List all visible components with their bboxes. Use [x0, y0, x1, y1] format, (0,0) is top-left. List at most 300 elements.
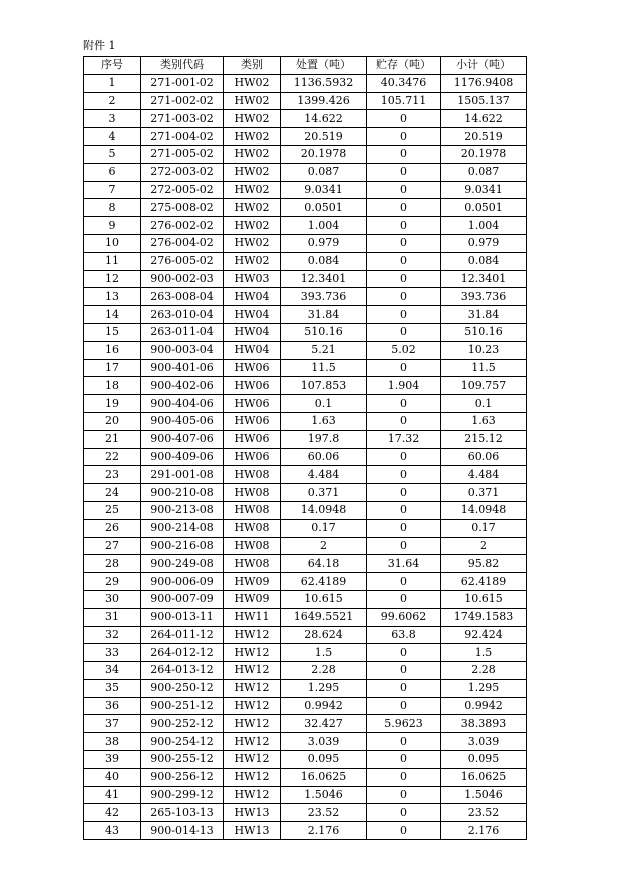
- table-row: [84, 92, 527, 110]
- category-cell: HW06: [224, 359, 281, 377]
- storage-cell: 0: [367, 519, 441, 537]
- category-cell: HW08: [224, 519, 281, 537]
- disposal-cell: 197.8: [281, 430, 367, 448]
- category-code-cell: 900-210-08: [141, 484, 224, 502]
- category-code-cell: 900-213-08: [141, 501, 224, 519]
- category-cell: HW08: [224, 466, 281, 484]
- subtotal-cell: 0.0501: [441, 199, 527, 217]
- serial-number-cell: 3: [84, 110, 141, 128]
- subtotal-cell: 60.06: [441, 448, 527, 466]
- header-category-code: 类别代码: [141, 57, 224, 75]
- attachment-caption: 附件 1: [83, 39, 116, 52]
- storage-cell: 0: [367, 199, 441, 217]
- table-row: [84, 128, 527, 146]
- category-code-cell: 900-252-12: [141, 715, 224, 733]
- subtotal-cell: 62.4189: [441, 573, 527, 591]
- storage-cell: 63.8: [367, 626, 441, 644]
- table-row: [84, 412, 527, 430]
- disposal-cell: 1649.5521: [281, 608, 367, 626]
- storage-cell: 0: [367, 288, 441, 306]
- category-cell: HW12: [224, 644, 281, 662]
- category-cell: HW02: [224, 199, 281, 217]
- category-cell: HW06: [224, 412, 281, 430]
- category-code-cell: 900-407-06: [141, 430, 224, 448]
- subtotal-cell: 1.295: [441, 679, 527, 697]
- category-code-cell: 900-003-04: [141, 341, 224, 359]
- serial-number-cell: 1: [84, 74, 141, 92]
- table-row: [84, 804, 527, 822]
- storage-cell: 0: [367, 395, 441, 413]
- disposal-cell: 2.176: [281, 822, 367, 840]
- category-cell: HW12: [224, 733, 281, 751]
- category-cell: HW06: [224, 395, 281, 413]
- serial-number-cell: 20: [84, 412, 141, 430]
- subtotal-cell: 14.622: [441, 110, 527, 128]
- table-row: [84, 234, 527, 252]
- category-code-cell: 272-003-02: [141, 163, 224, 181]
- subtotal-cell: 215.12: [441, 430, 527, 448]
- category-cell: HW02: [224, 110, 281, 128]
- category-cell: HW04: [224, 323, 281, 341]
- disposal-cell: 9.0341: [281, 181, 367, 199]
- disposal-cell: 0.9942: [281, 697, 367, 715]
- storage-cell: 1.904: [367, 377, 441, 395]
- category-cell: HW08: [224, 537, 281, 555]
- category-code-cell: 291-001-08: [141, 466, 224, 484]
- table-row: [84, 199, 527, 217]
- subtotal-cell: 0.9942: [441, 697, 527, 715]
- table-row: [84, 448, 527, 466]
- subtotal-cell: 0.371: [441, 484, 527, 502]
- category-cell: HW08: [224, 501, 281, 519]
- storage-cell: 0: [367, 662, 441, 680]
- serial-number-cell: 42: [84, 804, 141, 822]
- disposal-cell: 0.095: [281, 751, 367, 769]
- category-cell: HW08: [224, 555, 281, 573]
- storage-cell: 0: [367, 412, 441, 430]
- disposal-cell: 510.16: [281, 323, 367, 341]
- category-code-cell: 900-251-12: [141, 697, 224, 715]
- category-cell: HW12: [224, 786, 281, 804]
- category-code-cell: 264-012-12: [141, 644, 224, 662]
- subtotal-cell: 16.0625: [441, 768, 527, 786]
- serial-number-cell: 30: [84, 590, 141, 608]
- storage-cell: 0: [367, 270, 441, 288]
- serial-number-cell: 33: [84, 644, 141, 662]
- serial-number-cell: 29: [84, 573, 141, 591]
- table-row: [84, 751, 527, 769]
- category-code-cell: 900-013-11: [141, 608, 224, 626]
- serial-number-cell: 5: [84, 145, 141, 163]
- subtotal-cell: 2.176: [441, 822, 527, 840]
- category-cell: HW12: [224, 751, 281, 769]
- subtotal-cell: 1749.1583: [441, 608, 527, 626]
- category-code-cell: 272-005-02: [141, 181, 224, 199]
- header-category: 类别: [224, 57, 281, 75]
- disposal-cell: 14.622: [281, 110, 367, 128]
- header-disposal-tons: 处置（吨）: [281, 57, 367, 75]
- category-code-cell: 271-002-02: [141, 92, 224, 110]
- subtotal-cell: 10.23: [441, 341, 527, 359]
- serial-number-cell: 26: [84, 519, 141, 537]
- category-code-cell: 900-409-06: [141, 448, 224, 466]
- storage-cell: 0: [367, 679, 441, 697]
- serial-number-cell: 9: [84, 217, 141, 235]
- category-cell: HW12: [224, 768, 281, 786]
- category-cell: HW02: [224, 74, 281, 92]
- category-cell: HW06: [224, 430, 281, 448]
- disposal-cell: 1136.5932: [281, 74, 367, 92]
- disposal-cell: 62.4189: [281, 573, 367, 591]
- serial-number-cell: 35: [84, 679, 141, 697]
- category-code-cell: 900-402-06: [141, 377, 224, 395]
- storage-cell: 99.6062: [367, 608, 441, 626]
- table-row: [84, 822, 527, 840]
- category-code-cell: 900-007-09: [141, 590, 224, 608]
- table-row: [84, 74, 527, 92]
- category-cell: HW06: [224, 448, 281, 466]
- table-row: [84, 359, 527, 377]
- table-row: [84, 626, 527, 644]
- serial-number-cell: 12: [84, 270, 141, 288]
- disposal-cell: 32.427: [281, 715, 367, 733]
- table-row: [84, 270, 527, 288]
- subtotal-cell: 95.82: [441, 555, 527, 573]
- category-cell: HW08: [224, 484, 281, 502]
- category-code-cell: 263-008-04: [141, 288, 224, 306]
- subtotal-cell: 3.039: [441, 733, 527, 751]
- subtotal-cell: 1.63: [441, 412, 527, 430]
- subtotal-cell: 0.084: [441, 252, 527, 270]
- header-subtotal-tons: 小计（吨）: [441, 57, 527, 75]
- disposal-cell: 23.52: [281, 804, 367, 822]
- serial-number-cell: 10: [84, 234, 141, 252]
- category-cell: HW02: [224, 145, 281, 163]
- category-cell: HW02: [224, 181, 281, 199]
- disposal-cell: 1.63: [281, 412, 367, 430]
- category-cell: HW13: [224, 822, 281, 840]
- subtotal-cell: 11.5: [441, 359, 527, 377]
- serial-number-cell: 41: [84, 786, 141, 804]
- table-row: [84, 306, 527, 324]
- storage-cell: 0: [367, 644, 441, 662]
- serial-number-cell: 37: [84, 715, 141, 733]
- subtotal-cell: 1.5046: [441, 786, 527, 804]
- disposal-cell: 60.06: [281, 448, 367, 466]
- category-code-cell: 900-256-12: [141, 768, 224, 786]
- storage-cell: 40.3476: [367, 74, 441, 92]
- storage-cell: 17.32: [367, 430, 441, 448]
- serial-number-cell: 13: [84, 288, 141, 306]
- storage-cell: 0: [367, 733, 441, 751]
- table-row: [84, 252, 527, 270]
- disposal-cell: 1.004: [281, 217, 367, 235]
- subtotal-cell: 1505.137: [441, 92, 527, 110]
- storage-cell: 0: [367, 128, 441, 146]
- category-code-cell: 900-254-12: [141, 733, 224, 751]
- subtotal-cell: 0.1: [441, 395, 527, 413]
- table-row: [84, 145, 527, 163]
- category-code-cell: 264-011-12: [141, 626, 224, 644]
- category-cell: HW02: [224, 163, 281, 181]
- storage-cell: 105.711: [367, 92, 441, 110]
- disposal-cell: 2: [281, 537, 367, 555]
- table-row: [84, 519, 527, 537]
- serial-number-cell: 17: [84, 359, 141, 377]
- disposal-cell: 11.5: [281, 359, 367, 377]
- category-cell: HW09: [224, 590, 281, 608]
- subtotal-cell: 1.5: [441, 644, 527, 662]
- category-cell: HW03: [224, 270, 281, 288]
- table-row: [84, 110, 527, 128]
- category-cell: HW13: [224, 804, 281, 822]
- disposal-cell: 0.0501: [281, 199, 367, 217]
- serial-number-cell: 24: [84, 484, 141, 502]
- serial-number-cell: 27: [84, 537, 141, 555]
- storage-cell: 0: [367, 448, 441, 466]
- category-cell: HW12: [224, 697, 281, 715]
- category-code-cell: 900-299-12: [141, 786, 224, 804]
- subtotal-cell: 2: [441, 537, 527, 555]
- disposal-cell: 0.371: [281, 484, 367, 502]
- serial-number-cell: 22: [84, 448, 141, 466]
- category-cell: HW12: [224, 715, 281, 733]
- serial-number-cell: 16: [84, 341, 141, 359]
- storage-cell: 0: [367, 822, 441, 840]
- serial-number-cell: 14: [84, 306, 141, 324]
- serial-number-cell: 31: [84, 608, 141, 626]
- subtotal-cell: 10.615: [441, 590, 527, 608]
- storage-cell: 0: [367, 359, 441, 377]
- serial-number-cell: 18: [84, 377, 141, 395]
- table-row: [84, 573, 527, 591]
- serial-number-cell: 4: [84, 128, 141, 146]
- subtotal-cell: 0.17: [441, 519, 527, 537]
- subtotal-cell: 1176.9408: [441, 74, 527, 92]
- storage-cell: 0: [367, 751, 441, 769]
- serial-number-cell: 40: [84, 768, 141, 786]
- category-cell: HW04: [224, 288, 281, 306]
- storage-cell: 0: [367, 786, 441, 804]
- category-cell: HW02: [224, 234, 281, 252]
- category-cell: HW12: [224, 662, 281, 680]
- disposal-cell: 1.5046: [281, 786, 367, 804]
- storage-cell: 31.64: [367, 555, 441, 573]
- subtotal-cell: 1.004: [441, 217, 527, 235]
- category-code-cell: 900-216-08: [141, 537, 224, 555]
- disposal-cell: 64.18: [281, 555, 367, 573]
- serial-number-cell: 25: [84, 501, 141, 519]
- storage-cell: 0: [367, 163, 441, 181]
- category-code-cell: 271-003-02: [141, 110, 224, 128]
- storage-cell: 0: [367, 323, 441, 341]
- subtotal-cell: 0.087: [441, 163, 527, 181]
- storage-cell: 0: [367, 252, 441, 270]
- serial-number-cell: 19: [84, 395, 141, 413]
- subtotal-cell: 20.519: [441, 128, 527, 146]
- category-cell: HW09: [224, 573, 281, 591]
- category-cell: HW02: [224, 252, 281, 270]
- table-row: [84, 430, 527, 448]
- table-row: [84, 181, 527, 199]
- subtotal-cell: 38.3893: [441, 715, 527, 733]
- serial-number-cell: 15: [84, 323, 141, 341]
- subtotal-cell: 20.1978: [441, 145, 527, 163]
- category-code-cell: 900-250-12: [141, 679, 224, 697]
- category-cell: HW06: [224, 377, 281, 395]
- table-row: [84, 537, 527, 555]
- header-storage-tons: 贮存（吨）: [367, 57, 441, 75]
- subtotal-cell: 2.28: [441, 662, 527, 680]
- table-row: [84, 768, 527, 786]
- subtotal-cell: 92.424: [441, 626, 527, 644]
- disposal-cell: 4.484: [281, 466, 367, 484]
- category-code-cell: 900-002-03: [141, 270, 224, 288]
- category-code-cell: 900-006-09: [141, 573, 224, 591]
- category-cell: HW11: [224, 608, 281, 626]
- storage-cell: 0: [367, 768, 441, 786]
- serial-number-cell: 2: [84, 92, 141, 110]
- hazardous-waste-table: [83, 56, 527, 840]
- category-code-cell: 900-249-08: [141, 555, 224, 573]
- storage-cell: 0: [367, 484, 441, 502]
- disposal-cell: 10.615: [281, 590, 367, 608]
- disposal-cell: 0.979: [281, 234, 367, 252]
- serial-number-cell: 6: [84, 163, 141, 181]
- category-code-cell: 263-011-04: [141, 323, 224, 341]
- category-code-cell: 900-404-06: [141, 395, 224, 413]
- category-code-cell: 271-004-02: [141, 128, 224, 146]
- disposal-cell: 14.0948: [281, 501, 367, 519]
- table-row: [84, 590, 527, 608]
- category-code-cell: 276-004-02: [141, 234, 224, 252]
- category-code-cell: 276-005-02: [141, 252, 224, 270]
- category-cell: HW02: [224, 92, 281, 110]
- disposal-cell: 20.1978: [281, 145, 367, 163]
- subtotal-cell: 510.16: [441, 323, 527, 341]
- subtotal-cell: 4.484: [441, 466, 527, 484]
- disposal-cell: 1.5: [281, 644, 367, 662]
- subtotal-cell: 31.84: [441, 306, 527, 324]
- storage-cell: 0: [367, 501, 441, 519]
- disposal-cell: 28.624: [281, 626, 367, 644]
- category-cell: HW02: [224, 128, 281, 146]
- table-row: [84, 662, 527, 680]
- table-row: [84, 679, 527, 697]
- header-serial-number: 序号: [84, 57, 141, 75]
- serial-number-cell: 36: [84, 697, 141, 715]
- subtotal-cell: 14.0948: [441, 501, 527, 519]
- storage-cell: 0: [367, 306, 441, 324]
- category-code-cell: 900-014-13: [141, 822, 224, 840]
- subtotal-cell: 0.095: [441, 751, 527, 769]
- category-code-cell: 900-214-08: [141, 519, 224, 537]
- storage-cell: 0: [367, 590, 441, 608]
- table-row: [84, 288, 527, 306]
- storage-cell: 0: [367, 537, 441, 555]
- disposal-cell: 20.519: [281, 128, 367, 146]
- disposal-cell: 1.295: [281, 679, 367, 697]
- disposal-cell: 12.3401: [281, 270, 367, 288]
- category-cell: HW04: [224, 306, 281, 324]
- category-code-cell: 900-255-12: [141, 751, 224, 769]
- disposal-cell: 5.21: [281, 341, 367, 359]
- serial-number-cell: 34: [84, 662, 141, 680]
- disposal-cell: 0.087: [281, 163, 367, 181]
- storage-cell: 0: [367, 697, 441, 715]
- serial-number-cell: 32: [84, 626, 141, 644]
- table-row: [84, 697, 527, 715]
- storage-cell: 0: [367, 181, 441, 199]
- serial-number-cell: 21: [84, 430, 141, 448]
- serial-number-cell: 11: [84, 252, 141, 270]
- category-cell: HW12: [224, 626, 281, 644]
- table-body: [84, 74, 527, 839]
- category-cell: HW04: [224, 341, 281, 359]
- table-row: [84, 395, 527, 413]
- disposal-cell: 0.17: [281, 519, 367, 537]
- subtotal-cell: 9.0341: [441, 181, 527, 199]
- disposal-cell: 393.736: [281, 288, 367, 306]
- table-row: [84, 715, 527, 733]
- table-row: [84, 555, 527, 573]
- serial-number-cell: 7: [84, 181, 141, 199]
- disposal-cell: 1399.426: [281, 92, 367, 110]
- table-header-row: [84, 57, 527, 75]
- storage-cell: 0: [367, 234, 441, 252]
- storage-cell: 5.02: [367, 341, 441, 359]
- category-cell: HW02: [224, 217, 281, 235]
- table-row: [84, 733, 527, 751]
- serial-number-cell: 39: [84, 751, 141, 769]
- disposal-cell: 31.84: [281, 306, 367, 324]
- category-code-cell: 265-103-13: [141, 804, 224, 822]
- category-code-cell: 271-001-02: [141, 74, 224, 92]
- disposal-cell: 0.084: [281, 252, 367, 270]
- subtotal-cell: 23.52: [441, 804, 527, 822]
- table-row: [84, 341, 527, 359]
- storage-cell: 5.9623: [367, 715, 441, 733]
- serial-number-cell: 28: [84, 555, 141, 573]
- serial-number-cell: 23: [84, 466, 141, 484]
- disposal-cell: 3.039: [281, 733, 367, 751]
- storage-cell: 0: [367, 217, 441, 235]
- category-code-cell: 900-405-06: [141, 412, 224, 430]
- category-code-cell: 264-013-12: [141, 662, 224, 680]
- table-row: [84, 786, 527, 804]
- storage-cell: 0: [367, 145, 441, 163]
- serial-number-cell: 8: [84, 199, 141, 217]
- storage-cell: 0: [367, 466, 441, 484]
- storage-cell: 0: [367, 110, 441, 128]
- disposal-cell: 16.0625: [281, 768, 367, 786]
- subtotal-cell: 109.757: [441, 377, 527, 395]
- serial-number-cell: 43: [84, 822, 141, 840]
- table-row: [84, 501, 527, 519]
- table-row: [84, 377, 527, 395]
- storage-cell: 0: [367, 573, 441, 591]
- table-row: [84, 163, 527, 181]
- category-code-cell: 900-401-06: [141, 359, 224, 377]
- subtotal-cell: 0.979: [441, 234, 527, 252]
- table-row: [84, 323, 527, 341]
- table-row: [84, 644, 527, 662]
- serial-number-cell: 38: [84, 733, 141, 751]
- disposal-cell: 107.853: [281, 377, 367, 395]
- storage-cell: 0: [367, 804, 441, 822]
- category-code-cell: 271-005-02: [141, 145, 224, 163]
- table-row: [84, 466, 527, 484]
